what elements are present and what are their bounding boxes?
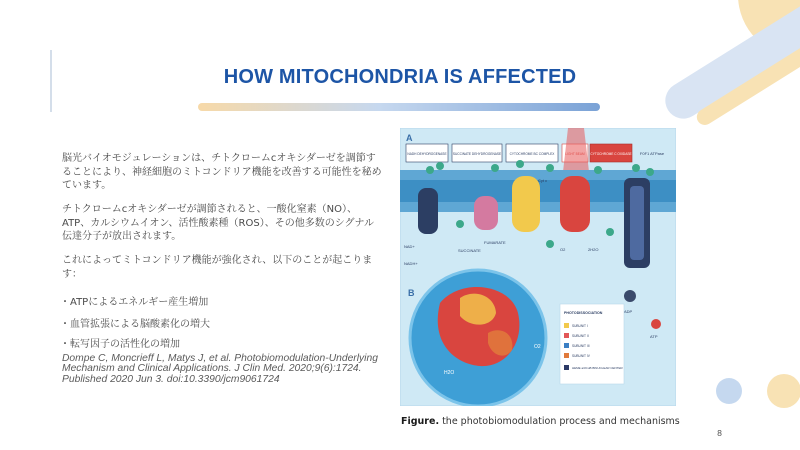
legend-subunit-4: SUBUNIT IV bbox=[572, 354, 590, 358]
label-succinate-dehydrogenase: SUCCINATE DEHYDROGENASE bbox=[452, 152, 502, 156]
legend-subunit-1: SUBUNIT I bbox=[572, 324, 588, 328]
label-2h2o: 2H2O bbox=[588, 247, 599, 252]
label-nadh-dehydrogenase: NADH DEHYDROGENASE bbox=[407, 152, 447, 156]
figure-caption bbox=[401, 416, 680, 427]
decorative-circles-bottom-right bbox=[712, 374, 800, 410]
caption-text: the photobiomodulation process and mechanisms bbox=[439, 416, 680, 427]
label-adp: ADP bbox=[624, 309, 633, 314]
atp-molecule bbox=[651, 319, 661, 329]
complex-nadh bbox=[418, 188, 438, 234]
label-cyt-c: Cyt c bbox=[538, 178, 548, 183]
caption-bold: Figure. bbox=[401, 416, 440, 427]
paragraph-intro: 脳光バイオモジュレーションは、チトクロームcオキシダーゼを調節することにより、神経細胞のミトコンドリア機能を改善する可能性を秘めています。 bbox=[62, 153, 382, 192]
legend-heme: HEME a3/CuB BINUCLEAR CENTER bbox=[572, 366, 623, 370]
legend-subunit-3: SUBUNIT III bbox=[572, 344, 590, 348]
label-nad: NAD+ bbox=[404, 244, 415, 249]
label-atp: ATP bbox=[650, 334, 658, 339]
label-h2o: H2O bbox=[444, 370, 455, 376]
label-nadh: NADH+ bbox=[404, 261, 418, 266]
legend-title: PHOTODISSOCIATION bbox=[564, 311, 603, 315]
paragraph-enhancement: これによってミトコンドリア機能が強化され、以下のことが起こります： bbox=[62, 255, 373, 280]
label-cytochrome-c-oxidase: CYTOCHROME C OXIDASE bbox=[590, 152, 632, 156]
complex-cox bbox=[560, 176, 590, 232]
paragraph-release: チトクロームcオキシダーゼが調節されると、一酸化窒素（NO）、ATP、カルシウムイオン、活性酸素種（ROS）、その他多数のシグナル伝達分子が放出されます。 bbox=[62, 204, 375, 243]
label-atpase: F0F1 ATPase bbox=[639, 151, 665, 156]
page-number: 8 bbox=[717, 429, 723, 438]
label-fumarate: FUMARATE bbox=[484, 240, 506, 245]
label-cytochrome-bc: CYTOCHROME BC COMPLEX bbox=[509, 152, 555, 156]
panel-b-label: B bbox=[408, 288, 415, 298]
panel-a-label: A bbox=[406, 133, 413, 143]
label-o2: O2 bbox=[560, 247, 566, 252]
bullet-transcription: ・転写因子の活性化の増加 bbox=[60, 339, 180, 350]
complex-labels bbox=[406, 144, 665, 162]
bullet-oxygenation: ・血管拡張による脳酸素化の増大 bbox=[60, 319, 210, 330]
photobiomodulation-figure bbox=[400, 128, 676, 406]
slide-title: HOW MITOCHONDRIA IS AFFECTED bbox=[223, 66, 577, 88]
legend-box bbox=[560, 304, 624, 384]
complex-bc bbox=[512, 176, 540, 232]
adp-molecule bbox=[624, 290, 636, 302]
bullet-atp: ・ATPによるエネルギー産生増加 bbox=[60, 297, 209, 308]
title-underline-bar bbox=[198, 103, 600, 111]
label-succinate: SUCCINATE bbox=[458, 248, 481, 253]
citation: Dompe C, Moncrieff L, Matys J, et al. Photobiomodulation-Underlying Mechanism and Clinical Applications. J Clin Med. 2020;9(6):1724. Published 2020 Jun 3. doi:10.3390/jcm9061724 bbox=[62, 353, 378, 385]
complex-succinate bbox=[474, 196, 498, 230]
legend-subunit-2: SUBUNIT II bbox=[572, 334, 589, 338]
label-o2-zoom: O2 bbox=[534, 344, 541, 350]
